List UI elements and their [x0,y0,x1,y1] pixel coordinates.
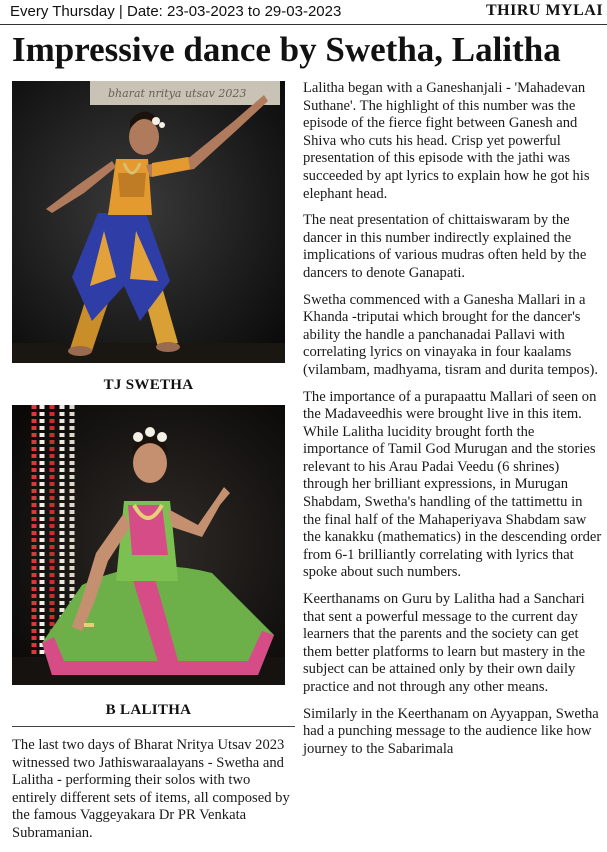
article-paragraph: Swetha commenced with a Ganesha Mallari in a Khanda -triputai which brought for the dancer's ability the handle a panchanadai Pallavi with correlating lyrics on vinayaka in four kaalams (vilambam, madhyama, tisram and durita tempos). [303,291,599,378]
issue-dateline: Every Thursday | Date: 23-03-2023 to 29-03-2023 [10,3,342,20]
photo-tj-swetha [12,81,285,363]
article-paragraph: Keerthanams on Guru by Lalitha had a Sanchari that sent a powerful message to the current day learners that the parents and the society can get them better platforms to learn but mastery in the subject can be attained only by their own daily practice and not through any other means. [303,591,586,695]
article-paragraph: The last two days of Bharat Nritya Utsav 2023 witnessed two Jathiswaraalayans - Swetha and Lalitha - performing their solos with two entirely different sets of items, all composed by the famous Vaggeyakara Dr PR Venkata Subramanian. [12,737,290,841]
photo-b-lalitha [12,405,285,685]
article-right-column [303,80,603,767]
masthead: THIRU MYLAI [486,2,604,19]
top-bar [0,0,607,25]
article-left-column [12,737,297,852]
article-headline: Impressive dance by Swetha, Lalitha [12,30,561,69]
article-paragraph: The neat presentation of chittaiswaram by the dancer in this number indirectly explained the implications of various mudras often held by the dancers to denote Ganapati. [303,212,587,281]
article-paragraph: The importance of a purapaattu Mallari of seen on the Madaveedhis were brought live in this item. While Lalitha lucidity brought forth the importance of Tamil God Murugan and the stories relevant to his Arau Padai Veedu (6 shrines) through her brilliant expressions, in Murugan Shabdam, Swetha's handling of the tattimettu in the final half of the Mahaperiyava Shabdam saw the kanakku (mathematics) in the descending order from 6-1 brilliantly correlating with lyrics that spoke about such numbers. [303,388,602,581]
column-divider [12,726,295,727]
article-paragraph: Similarly in the Keerthanam on Ayyappan, Swetha had a punching message to the audience like how journey to the Sabarimala [303,705,599,757]
article-paragraph: Lalitha began with a Ganeshanjali - 'Mahadevan Suthane'. The highlight of this number was the episode of the fierce fight between Ganesh and Shiva who cuts his head. Crisp yet powerful presentation of this episode with the jathi was succeeded by apt lyrics to explain how he got his elephant head. [303,80,590,202]
stage-banner-text: bharat nritya utsav 2023 [108,87,247,100]
photo-caption: TJ SWETHA [103,377,194,393]
photo-caption: B LALITHA [105,702,192,718]
